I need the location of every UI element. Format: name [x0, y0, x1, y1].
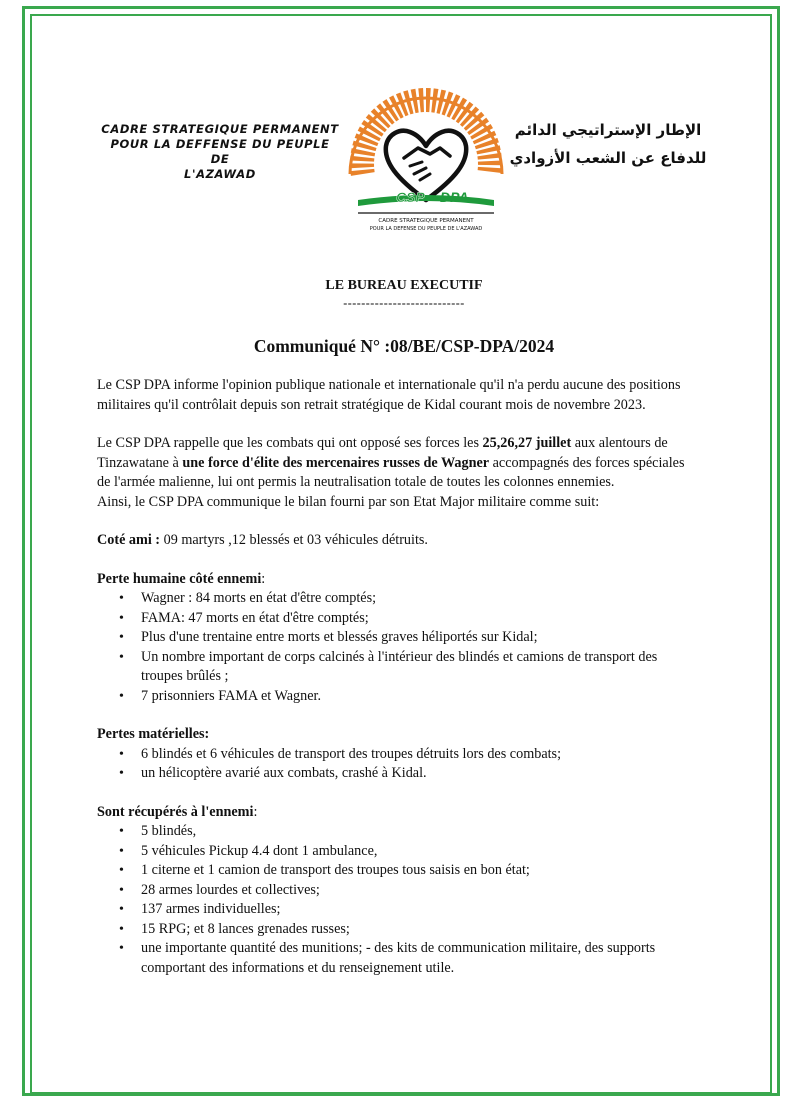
section-title: Pertes matérielles:	[97, 726, 210, 742]
recovered-items-list	[97, 822, 697, 978]
text-run: aux alentours de Tinzawatane à	[97, 435, 668, 471]
list-item: • 5 blindés,	[141, 822, 697, 842]
bureau-title: LE BUREAU EXECUTIF	[325, 278, 483, 293]
logo-acronym-left: CSP	[396, 189, 425, 205]
paragraph-combats	[97, 434, 697, 493]
sun-rays	[350, 88, 502, 176]
section-material-losses-title	[97, 725, 697, 745]
human-losses-list	[97, 589, 697, 706]
section-human-losses-title	[97, 570, 697, 590]
list-item: • 7 prisonniers FAMA et Wagner.	[141, 687, 697, 707]
enemy-force: une force d'élite des mercenaires russes de Wagner	[182, 454, 490, 471]
org-name-line: POUR LA DEFFENSE DU PEUPLE DE	[110, 137, 330, 166]
paragraph-positions: Le CSP DPA informe l'opinion publique nationale et internationale qu'il n'a perdu aucune des positions militaires qu'il contrôlait depuis son retrait stratégique de Kidal courant mois de novembre 2023.	[97, 377, 681, 413]
org-name-line: للدفاع عن الشعب الأزوادي	[509, 149, 707, 167]
list-item: • 6 blindés et 6 véhicules de transport des troupes détruits lors des combats;	[141, 745, 697, 765]
org-name-arabic	[500, 116, 716, 172]
section-title: Perte humaine côté ennemi	[97, 570, 262, 587]
friendly-losses-text: 09 martyrs ,12 blessés et 03 véhicules détruits.	[160, 532, 428, 548]
org-name-line: الإطار الإستراتيجي الدائم	[514, 121, 702, 139]
list-item: • FAMA: 47 morts en état d'être comptés;	[141, 609, 697, 629]
org-name-line: CADRE STRATEGIQUE PERMANENT	[101, 122, 339, 136]
paragraph-bilan: Ainsi, le CSP DPA communique le bilan fourni par son Etat Major militaire comme suit:	[97, 493, 600, 510]
list-item: • un hélicoptère avarié aux combats, crashé à Kidal.	[141, 764, 697, 784]
list-item: • 28 armes lourdes et collectives;	[141, 881, 697, 901]
title-separator: ---------------------------	[343, 296, 465, 310]
list-item: • 137 armes individuelles;	[141, 900, 697, 920]
list-item: • Plus d'une trentaine entre morts et blessés graves héliportés sur Kidal;	[141, 628, 697, 648]
org-name-french	[100, 122, 340, 182]
section-title: Sont récupérés à l'ennemi	[97, 803, 254, 820]
text-run: accompagnés des forces spéciales de l'armée malienne, lui ont permis la neutralisation totale de toutes les colonnes ennemies.	[97, 454, 685, 490]
list-item: • une importante quantité des munitions; - des kits de communication militaire, des supports comportant des informations et du renseignement utile.	[141, 939, 697, 978]
list-item: • Un nombre important de corps calcinés à l'intérieur des blindés et camions de transport des troupes brûlés ;	[141, 648, 697, 687]
friendly-losses	[97, 531, 697, 551]
title-colon: :	[253, 803, 258, 820]
friendly-losses-label: Coté ami :	[97, 532, 161, 548]
section-recovered-title	[97, 803, 697, 823]
org-name-line: L'AZAWAD	[184, 167, 256, 181]
csp-dpa-logo	[336, 82, 516, 242]
title-colon: :	[261, 570, 266, 587]
logo-caption: CADRE STRATEGIQUE PERMANENT	[378, 218, 474, 224]
combat-dates: 25,26,27 juillet	[482, 435, 572, 451]
list-item: • 15 RPG; et 8 lances grenades russes;	[141, 920, 697, 940]
material-losses-list	[97, 745, 697, 784]
logo-acronym-right: DPA	[440, 189, 469, 205]
list-item: • 5 véhicules Pickup 4.4 dont 1 ambulance,	[141, 842, 697, 862]
list-item: • 1 citerne et 1 camion de transport des troupes tous saisis en bon état;	[141, 861, 697, 881]
list-item: • Wagner : 84 morts en état d'être comptés;	[141, 589, 697, 609]
communique-body	[97, 376, 697, 978]
logo-base-band	[358, 195, 494, 206]
logo-caption: POUR LA DEFENSE DU PEUPLE DE L'AZAWAD	[369, 226, 483, 232]
communique-number: Communiqué N° :08/BE/CSP-DPA/2024	[253, 336, 555, 356]
text-run: Le CSP DPA rappelle que les combats qui ont opposé ses forces les	[97, 435, 483, 451]
